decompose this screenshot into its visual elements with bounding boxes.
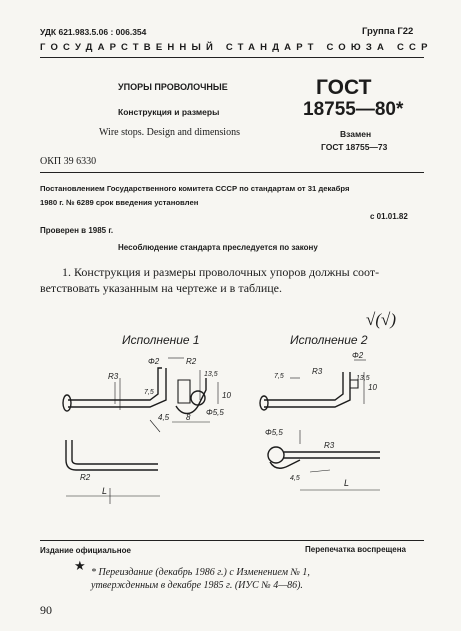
dim-4-5-v1: 4,5 (158, 413, 170, 422)
v1-stop-head (63, 395, 71, 411)
official-edition: Издание официальное (40, 546, 131, 555)
paragraph-1-line-1: 1. Конструкция и размеры проволочных упоров должны соот- (62, 265, 380, 279)
dim-8-v1: 8 (186, 413, 191, 422)
variant-1-label: Исполнение 1 (122, 333, 200, 347)
dim-r2-side-v1: R2 (80, 473, 91, 482)
footer-divider (40, 540, 424, 541)
dim-diameter-5-5-v1: Φ5,5 (206, 408, 224, 417)
dim-r3-v1: R3 (108, 372, 119, 381)
page-number: 90 (40, 603, 52, 617)
reissue-note-line-1: * Переиздание (декабрь 1986 г.) с Изменением № 1, (91, 567, 310, 578)
dim-7-5-v2: 7,5 (274, 373, 284, 380)
v1-wire-side (66, 440, 158, 470)
dim-13-5-v2: 13,5 (356, 375, 370, 382)
dim-10-v2: 10 (368, 383, 377, 392)
header-divider (40, 57, 424, 58)
decree-date: с 01.01.82 (370, 212, 408, 221)
okp-code: ОКП 39 6330 (40, 156, 97, 167)
dim-13-5-v1: 13,5 (204, 371, 218, 378)
v2-eye-circle (268, 447, 284, 463)
title-ru: УПОРЫ ПРОВОЛОЧНЫЕ (118, 82, 228, 92)
gost-number: 18755—80* (303, 99, 404, 120)
title-en: Wire stops. Design and dimensions (99, 127, 240, 138)
checked-year: Проверен в 1985 г. (40, 226, 114, 235)
v2-stop-head (260, 396, 268, 410)
dim-diameter-2-v2: Φ2 (352, 351, 364, 360)
paragraph-1-line-2: ветствовать указанным на чертеже и в таблице. (40, 281, 282, 295)
replaces-label: Взамен (340, 129, 372, 139)
wire-stop-drawing (0, 320, 461, 520)
dim-r3-side-v2: R3 (324, 441, 335, 450)
dim-diameter-2-v1: Φ2 (148, 357, 160, 366)
v1-eye-circle (191, 391, 205, 405)
replaces-value: ГОСТ 18755—73 (321, 142, 388, 152)
udk-code: УДК 621.983.5.06 : 006.354 (40, 27, 147, 37)
state-standard-banner: ГОСУДАРСТВЕННЫЙ СТАНДАРТ СОЮЗА ССР (40, 42, 433, 53)
star-mark: ★ (74, 558, 86, 573)
title-divider (40, 172, 424, 173)
law-warning: Несоблюдение стандарта преследуется по закону (118, 243, 318, 252)
decree-line-1: Постановлением Государственного комитета СССР по стандартам от 31 декабря (40, 184, 350, 193)
check-mark: √(√) (366, 310, 396, 329)
gost-label: ГОСТ (316, 76, 372, 99)
decree-line-2: 1980 г. № 6289 срок введения установлен (40, 198, 199, 207)
dim-diameter-5-5-v2: Φ5,5 (265, 428, 283, 437)
group-code: Группа Г22 (362, 26, 414, 37)
variant-2-label: Исполнение 2 (290, 333, 368, 347)
dim-7-5-v1: 7,5 (144, 389, 154, 396)
dim-4-5-v2: 4,5 (290, 475, 300, 482)
reprint-prohibited: Перепечатка воспрещена (305, 545, 406, 554)
dim-length-v1: L (102, 486, 108, 496)
dim-length-v2: L (344, 478, 350, 488)
subtitle-ru: Конструкция и размеры (118, 107, 220, 117)
reissue-note-line-2: утвержденным в декабре 1985 г. (ИУС № 4—86). (91, 580, 303, 591)
dim-10-v1: 10 (222, 391, 231, 400)
dim-r3-v2: R3 (312, 367, 323, 376)
dim-r2-v1: R2 (186, 357, 197, 366)
